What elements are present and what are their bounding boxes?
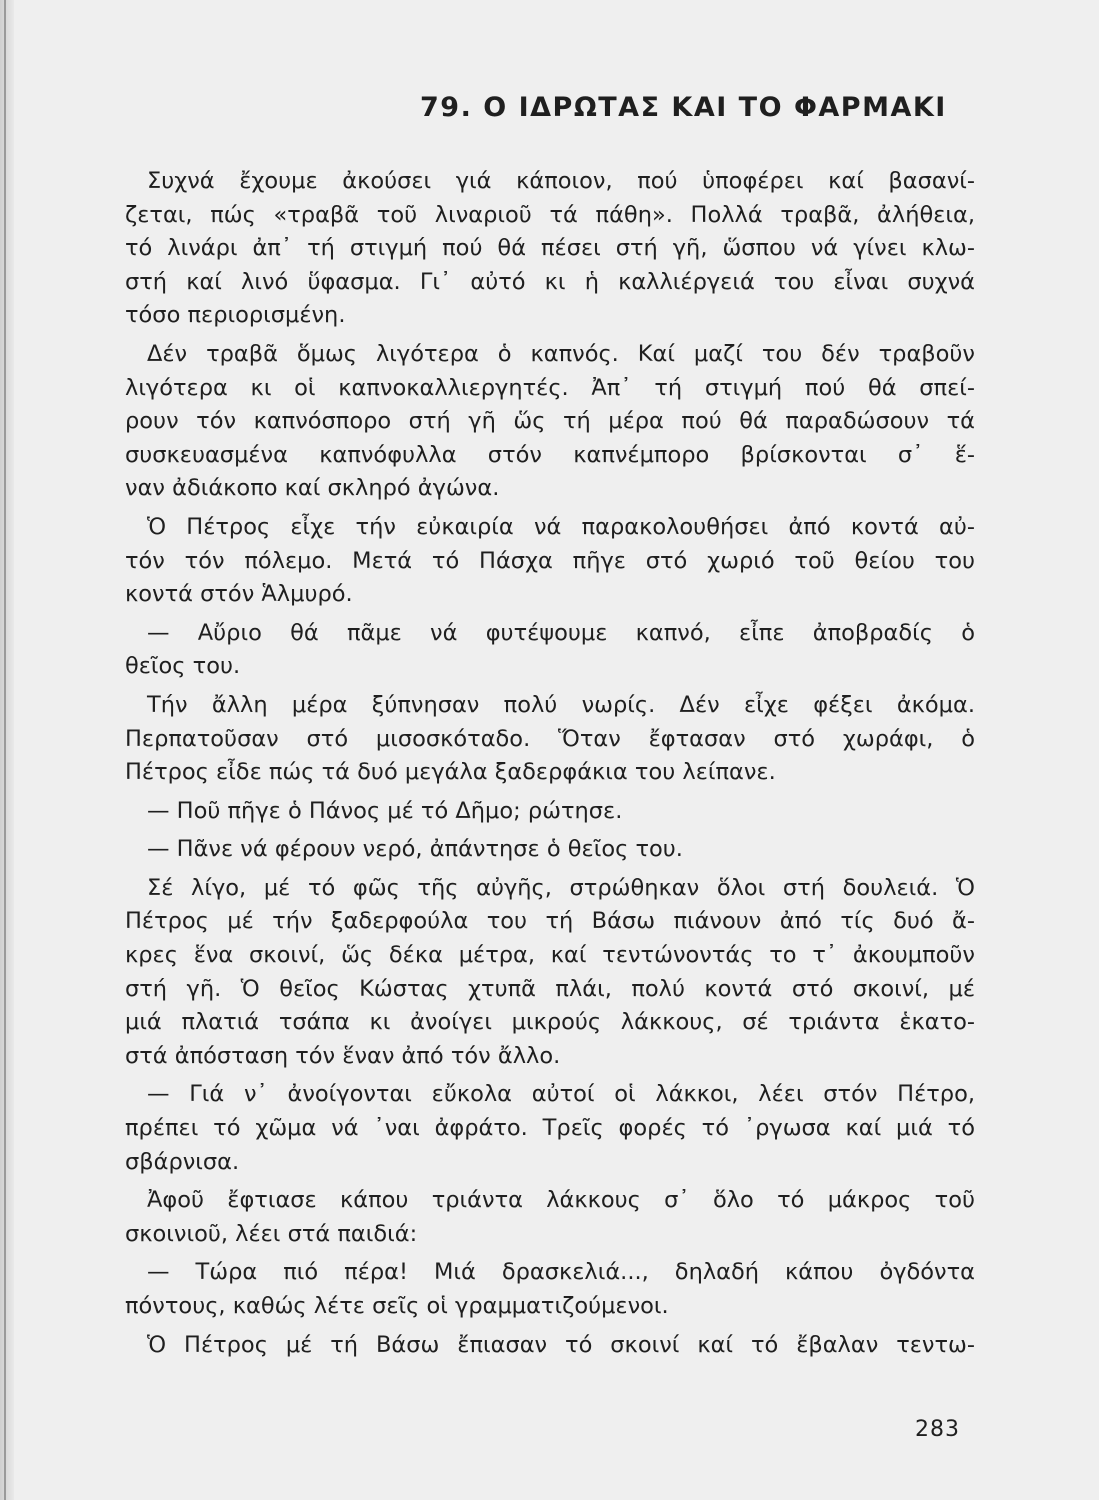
text-line: πόντους, καθώς λέτε σεῖς οἱ γραμματιζούμενοι. [125,1293,669,1319]
page-binding-edge [0,0,14,1500]
text-line: κοντά στόν Ἁλμυρό. [125,581,353,608]
text-line: τόσο περιορισμένη. [125,302,346,329]
text-line: Ὁ Πέτρος εἶχε τήν εὐκαιρία νά παρακολουθήσει ἀπό κοντά αὐ- [147,513,975,540]
text-line: ναν ἀδιάκοπο καί σκληρό ἀγώνα. [125,475,500,502]
page-number: 283 [915,1417,960,1442]
text-line: — Γιά ν᾽ ἀνοίγονται εὔκολα αὐτοί οἱ λάκκοι, λέει στόν Πέτρο, [147,1081,975,1108]
text-line: θεῖος του. [125,653,241,680]
text-line: πρέπει τό χῶμα νά ᾽ναι ἀφράτο. Τρεῖς φορές τό ᾽ργωσα καί μιά τό [125,1115,975,1142]
text-line: Δέν τραβᾶ ὅμως λιγότερα ὁ καπνός. Καί μαζί του δέν τραβοῦν [147,340,975,367]
text-line: συσκευασμένα καπνόφυλλα στόν καπνέμπορο βρίσκονται σ᾽ ἕ- [125,441,975,468]
text-line: Πέτρος εἶδε πώς τά δυό μεγάλα ξαδερφάκια του λείπανε. [125,759,776,786]
text-line: σβάρνισα. [125,1148,240,1175]
text-line: Σέ λίγο, μέ τό φῶς τῆς αὐγῆς, στρώθηκαν ὅλοι στή δουλειά. Ὁ [147,874,975,901]
text-line: — Τώρα πιό πέρα! Μιά δρασκελιά..., δηλαδή κάπου ὀγδόντα [147,1259,975,1286]
text-line: τόν τόν πόλεμο. Μετά τό Πάσχα πῆγε στό χωριό τοῦ θείου του [125,547,975,574]
text-line: — Ποῦ πῆγε ὁ Πάνος μέ τό Δῆμο; ρώτησε. [147,797,623,824]
text-line: ρουν τόν καπνόσπορο στή γῆ ὥς τή μέρα πού θά παραδώσουν τά [125,408,975,435]
text-line: Συχνά ἔχουμε ἀκούσει γιά κάποιον, πού ὑποφέρει καί βασανί- [147,168,975,194]
text-line: στά ἀπόσταση τόν ἕναν ἀπό τόν ἄλλο. [125,1042,561,1069]
text-line: ζεται, πώς «τραβᾶ τοῦ λιναριοῦ τά πάθη». Πολλά τραβᾶ, ἀλήθεια, [125,201,975,228]
text-line: κρες ἕνα σκοινί, ὥς δέκα μέτρα, καί τεντώνοντάς το τ᾽ ἀκουμποῦν [125,942,975,969]
text-line: — Αὔριο θά πᾶμε νά φυτέψουμε καπνό, εἶπε ἀποβραδίς ὁ [147,619,975,646]
text-line: Ὁ Πέτρος μέ τή Βάσω ἔπιασαν τό σκοινί καί τό ἔβαλαν τεντω- [147,1331,975,1358]
text-line: Τήν ἄλλη μέρα ξύπνησαν πολύ νωρίς. Δέν εἶχε φέξει ἀκόμα. [147,691,975,718]
chapter-body [125,165,975,1362]
text-line: σκοινιοῦ, λέει στά παιδιά: [125,1220,418,1247]
text-line: Περπατοῦσαν στό μισοσκόταδο. Ὅταν ἔφτασαν στό χωράφι, ὁ [125,725,975,752]
text-line: λιγότερα κι οἱ καπνοκαλλιεργητές. Ἀπ᾽ τή στιγμή πού θά σπεί- [125,374,975,401]
text-line: μιά πλατιά τσάπα κι ἀνοίγει μικρούς λάκκους, σέ τριάντα ἑκατο- [125,1009,975,1036]
text-line: τό λινάρι ἀπ᾽ τή στιγμή πού θά πέσει στή γῆ, ὥσπου νά γίνει κλω- [125,235,975,262]
text-line: στή γῆ. Ὁ θεῖος Κώστας χτυπᾶ πλάι, πολύ κοντά στό σκοινί, μέ [125,975,975,1002]
text-line: — Πᾶνε νά φέρουν νερό, ἀπάντησε ὁ θεῖος του. [147,836,683,863]
text-line: στή καί λινό ὕφασμα. Γι᾽ αὐτό κι ἡ καλλιέργειά του εἶναι συχνά [125,268,975,295]
text-line: Ἀφοῦ ἔφτιασε κάπου τριάντα λάκκους σ᾽ ὅλο τό μάκρος τοῦ [147,1187,975,1214]
text-line: Πέτρος μέ τήν ξαδερφούλα του τή Βάσω πιάνουν ἀπό τίς δυό ἄ- [125,908,975,935]
chapter-title: 79. Ο ΙΔΡΩΤΑΣ ΚΑΙ ΤΟ ΦΑΡΜΑΚΙ [420,92,947,123]
